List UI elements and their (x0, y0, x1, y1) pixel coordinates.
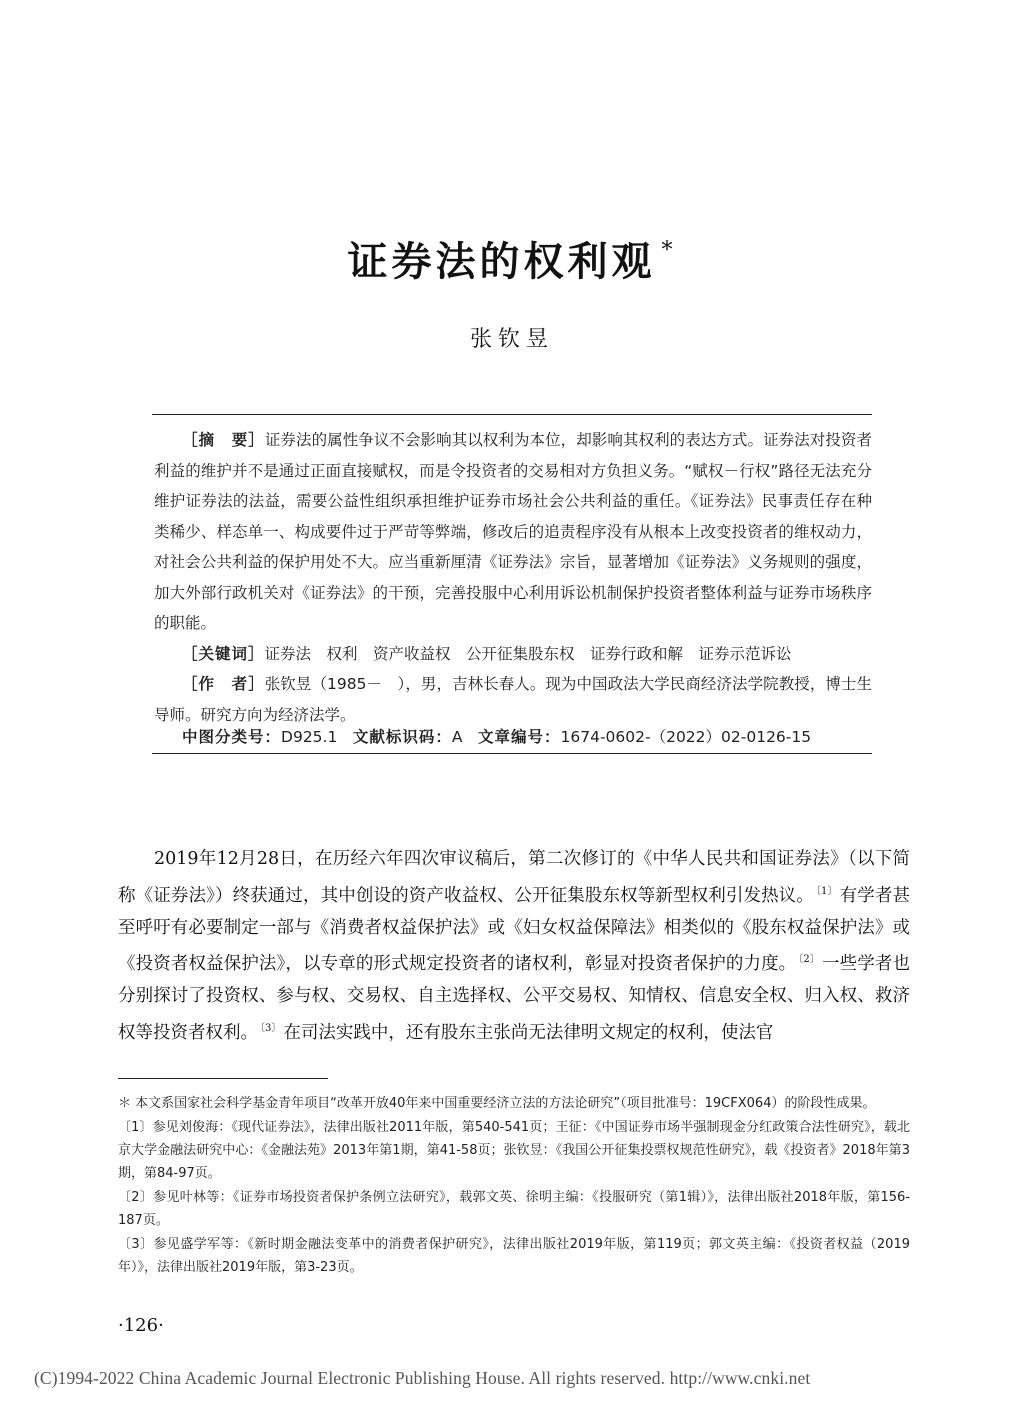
footnote-1: 〔1〕参见刘俊海：《现代证券法》，法律出版社2011年版，第540-541页；王征：《中国证券市场半强制现金分红政策合法性研究》，载北京大学金融法研究中心：《金融法苑》2013年第1期，第41-58页；张钦昱：《我国公开征集投票权规范性研究》，载《投资者》2018年第3期，第84-97页。 (118, 1120, 910, 1181)
abstract-text: 证券法的属性争议不会影响其以权利为本位，却影响其权利的表达方式。证券法对投资者利益的维护并不是通过正面直接赋权，而是令投资者的交易相对方负担义务。“赋权－行权”路径无法充分维护证券法的法益，需要公益性组织承担维护证券市场社会公共利益的重任。《证券法》民事责任存在种类稀少、样态单一、构成要件过于严苛等弊端，修改后的追责程序没有从根本上改变投资者的维权动力，对社会公共利益的保护用处不大。应当重新厘清《证券法》宗旨，显著增加《证券法》义务规则的强度，加大外部行政机关对《证券法》的干预，完善投服中心利用诉讼机制保护投资者整体利益与证券市场秩序的职能。 (154, 431, 872, 632)
author-info-label: ［作 者］ (182, 675, 265, 693)
author-name: 张钦昱 (469, 327, 554, 352)
footnote-2: 〔2〕参见叶林等：《证券市场投资者保护条例立法研究》，载郭文英、徐明主编：《投服研究（第1辑）》，法律出版社2018年版，第156-187页。 (118, 1190, 910, 1228)
clc-label: 中图分类号： (182, 728, 282, 746)
author-info-text: 张钦昱（1985－ ），男，吉林长春人。现为中国政法大学民商经济法学院教授，博士生导师。研究方向为经济法学。 (154, 675, 872, 724)
footnote-ref-3: 〔3〕 (260, 1022, 282, 1034)
article-no-value: 1674-0602-（2022）02-0126-15 (560, 728, 812, 746)
doc-code-value: A (451, 728, 463, 746)
footnote-divider (118, 1078, 328, 1079)
footnote-funding: ＊ 本文系国家社会科学基金青年项目“改革开放40年来中国重要经济立法的方法论研究”（项目批准号：19CFX064）的阶段性成果。 (118, 1096, 876, 1111)
clc-value: D925.1 (281, 728, 338, 746)
abstract-label: ［摘 要］ (182, 431, 265, 449)
classification-line (154, 722, 872, 753)
keywords-paragraph (154, 639, 872, 670)
article-title: 证券法的权利观 * (347, 238, 677, 285)
keywords-text: 证券法 权利 资产收益权 公开征集股东权 证券行政和解 证券示范诉讼 (264, 645, 792, 663)
author-info-paragraph (154, 669, 872, 730)
page-number: ·126· (118, 1315, 164, 1336)
abstract-box (152, 414, 872, 754)
doc-code-label: 文献标识码： (352, 728, 452, 746)
footnotes (118, 1092, 910, 1280)
keywords-label: ［关键词］ (182, 645, 265, 663)
article-no-label: 文章编号： (477, 728, 561, 746)
title-footnote-mark: * (661, 238, 677, 263)
body-paragraph: 2019年12月28日，在历经六年四次审议稿后，第二次修订的《中华人民共和国证券法》（以下简称《证券法》）终获通过，其中创设的资产收益权、公开征集股东权等新型权利引发热议。 $^{〔1〕}$ 有学者甚至呼吁有必要制定一部与《消费者权益保护法》或《妇女权益保障法》相类似的《股东权益保护法》或《投资者权益保护法》，以专章的形式规定投资者的诸权利，彰显对投资者保护的力度。 $^{〔2〕}$ 一些学者也分别探讨了投资权、参与权、交易权、自主选择权、公平交易权、知情权、信息安全权、归入权、救济权等投资者权利。 $^{〔3〕}$ 在司法实践中，还有股东主张尚无法律明文规定的权利，使法官 (118, 849, 910, 1043)
footnote-3: 〔3〕参见盛学军等：《新时期金融法变革中的消费者保护研究》，法律出版社2019年版，第119页；郭文英主编：《投资者权益（2019年）》，法律出版社2019年版，第3-23页。 (118, 1237, 910, 1275)
footnote-ref-2: 〔2〕 (798, 954, 821, 966)
abstract-paragraph (154, 425, 872, 639)
copyright-notice: (C)1994-2022 China Academic Journal Electronic Publishing House. All rights reserved. http://www.cnki.net (34, 1368, 811, 1388)
footnote-ref-1: 〔1〕 (815, 885, 838, 897)
